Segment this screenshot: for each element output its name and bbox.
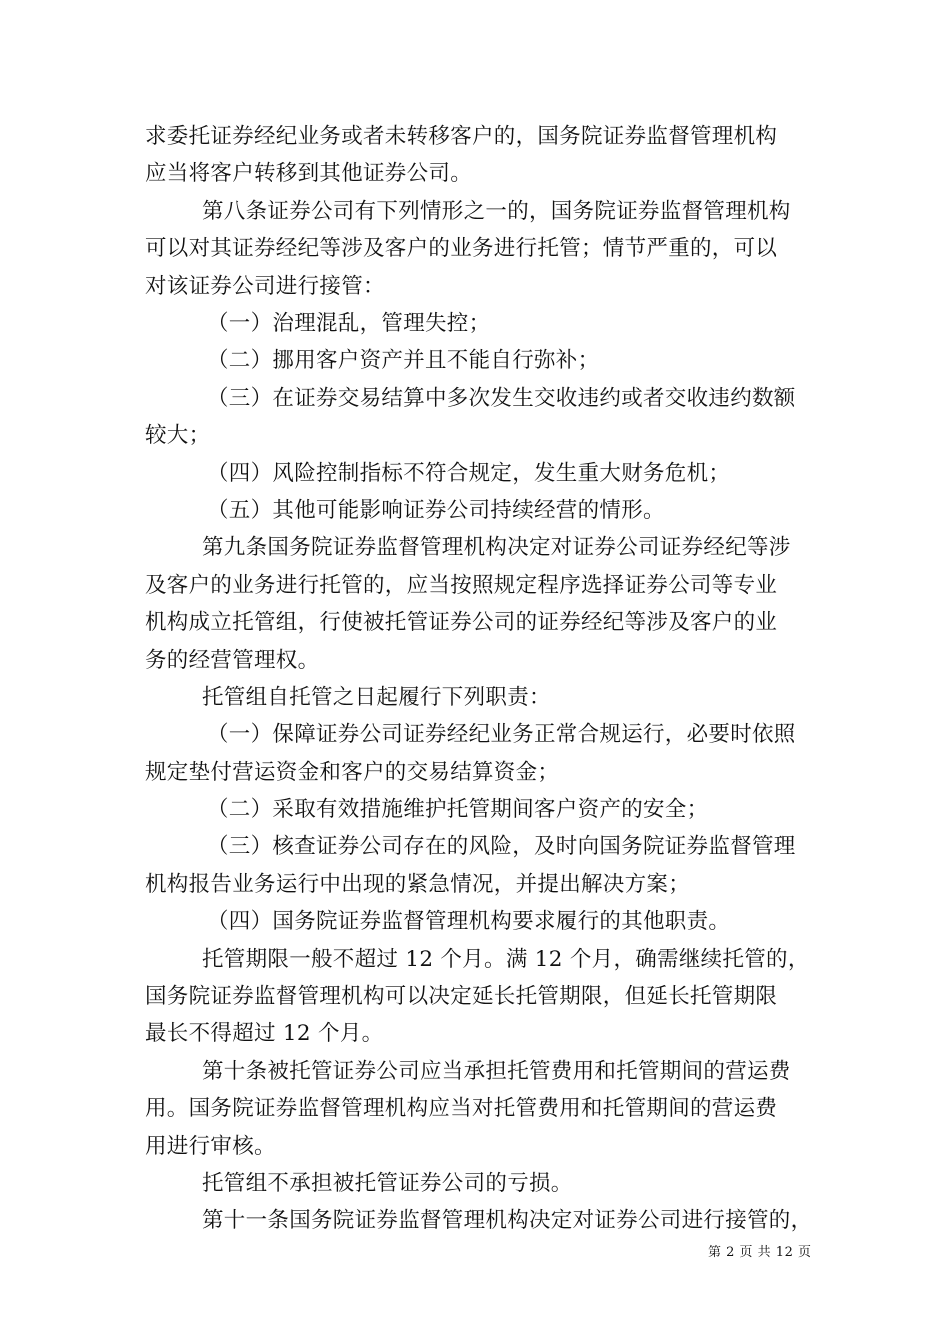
paragraph-start: 托管组不承担被托管证券公司的亏损。 (202, 1171, 573, 1196)
text-line: 机构成立托管组，行使被托管证券公司的证券经纪等涉及客户的业 (145, 610, 778, 635)
list-item: （五）其他可能影响证券公司持续经营的情形。 (207, 498, 665, 523)
paragraph-start: 第八条证券公司有下列情形之一的，国务院证券监督管理机构 (202, 199, 791, 224)
text-line: 用。国务院证券监督管理机构应当对托管费用和托管期间的营运费 (145, 1096, 778, 1121)
paragraph-start: 第十条被托管证券公司应当承担托管费用和托管期间的营运费 (202, 1059, 791, 1084)
list-item: （一）治理混乱，管理失控； (207, 311, 491, 336)
text-line: 对该证券公司进行接管： (145, 274, 385, 299)
list-item: （四）风险控制指标不符合规定，发生重大财务危机； (207, 461, 731, 486)
paragraph-start: 第九条国务院证券监督管理机构决定对证券公司证券经纪等涉 (202, 535, 791, 560)
paragraph-start: 托管组自托管之日起履行下列职责： (202, 685, 551, 710)
text-line: 最长不得超过 12 个月。 (145, 1021, 384, 1046)
list-item: （三）在证券交易结算中多次发生交收违约或者交收违约数额 (207, 386, 796, 411)
text-line: 用进行审核。 (145, 1134, 276, 1159)
text-line: 求委托证券经纪业务或者未转移客户的，国务院证券监督管理机构 (145, 124, 778, 149)
list-item: （一）保障证券公司证券经纪业务正常合规运行，必要时依照 (207, 722, 796, 747)
list-item: （二）挪用客户资产并且不能自行弥补； (207, 348, 600, 373)
list-item: （三）核查证券公司存在的风险，及时向国务院证券监督管理 (207, 834, 796, 859)
text-line: 较大； (145, 423, 211, 448)
list-item: （二）采取有效措施维护托管期间客户资产的安全； (207, 797, 709, 822)
text-line: 规定垫付营运资金和客户的交易结算资金； (145, 760, 560, 785)
text-line: 务的经营管理权。 (145, 648, 320, 673)
paragraph-start: 第十一条国务院证券监督管理机构决定对证券公司进行接管的， (202, 1208, 813, 1233)
text-line: 机构报告业务运行中出现的紧急情况，并提出解决方案； (145, 872, 691, 897)
text-line: 应当将客户转移到其他证券公司。 (145, 161, 473, 186)
paragraph-start: 托管期限一般不超过 12 个月。满 12 个月，确需继续托管的， (202, 947, 810, 972)
page-number-footer: 第 2 页 共 12 页 (708, 1245, 812, 1260)
list-item: （四）国务院证券监督管理机构要求履行的其他职责。 (207, 909, 731, 934)
text-line: 及客户的业务进行托管的，应当按照规定程序选择证券公司等专业 (145, 573, 778, 598)
text-line: 可以对其证券经纪等涉及客户的业务进行托管；情节严重的，可以 (145, 236, 778, 261)
text-line: 国务院证券监督管理机构可以决定延长托管期限，但延长托管期限 (145, 984, 778, 1009)
